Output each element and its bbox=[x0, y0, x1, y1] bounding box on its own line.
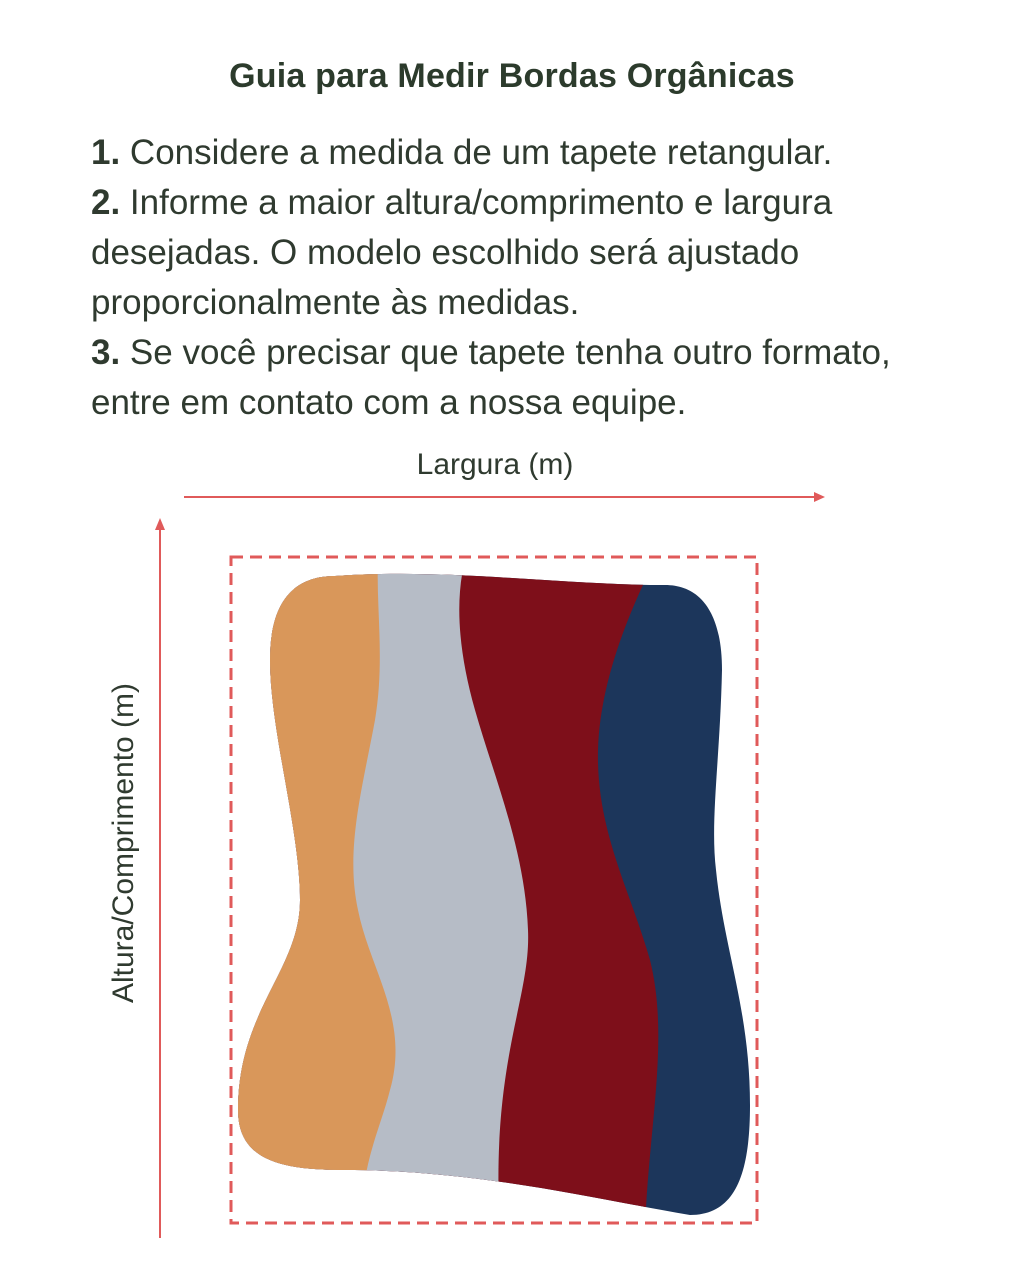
width-arrow-head bbox=[814, 492, 825, 502]
step-text: Se você precisar que tapete tenha outro formato, entre em contato com a nossa equipe. bbox=[91, 333, 891, 422]
step-number: 2. bbox=[91, 183, 121, 222]
height-arrow-head bbox=[155, 518, 165, 530]
organic-rug bbox=[220, 560, 760, 1230]
step-number: 3. bbox=[91, 333, 121, 372]
width-label: Largura (m) bbox=[416, 448, 574, 481]
height-label: Altura/Comprimento (m) bbox=[107, 682, 140, 1004]
step-text: Considere a medida de um tapete retangular. bbox=[120, 133, 833, 172]
page-title: Guia para Medir Bordas Orgânicas bbox=[229, 57, 795, 95]
step-number: 1. bbox=[91, 133, 121, 172]
width-arrow bbox=[184, 492, 825, 502]
step-text: Informe a maior altura/comprimento e largura desejadas. O modelo escolhido será ajustado proporcionalmente às medidas. bbox=[91, 183, 833, 322]
height-arrow bbox=[155, 518, 165, 1238]
